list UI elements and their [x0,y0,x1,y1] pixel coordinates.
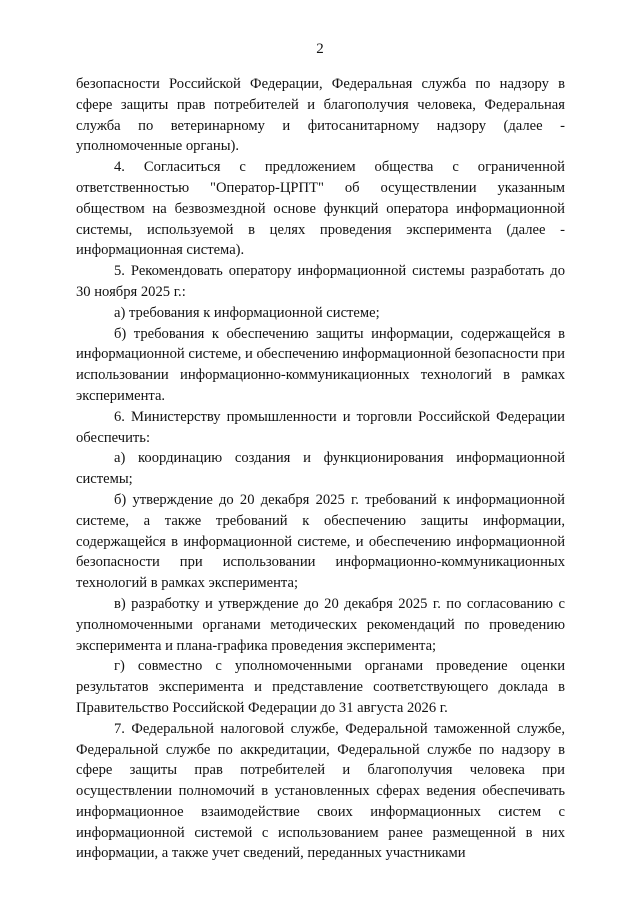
page-number: 2 [316,41,324,57]
paragraph-6: 6. Министерству промышленности и торговли Российской Федерации обеспечить: [76,408,565,446]
paragraph-9: в) разработку и утверждение до 20 декабря 2025 г. по согласованию с уполномоченными органами методических рекомендаций по проведению эксперимента и плана-графика проведения эксперимента; [76,595,565,654]
paragraph-10: г) совместно с уполномоченными органами проведение оценки результатов эксперимента и представление соответствующего доклада в Правительство Российской Федерации до 31 августа 2026 г. [76,658,565,716]
paragraph-7: а) координацию создания и функционирования информационной системы; [76,450,565,488]
paragraph-11: 7. Федеральной налоговой службе, Федеральной таможенной службе, Федеральной службе по аккредитации, Федеральной службе по надзору в сфере защиты прав потребителей и благополучия человека при осуществлении полномочий в установленных сферах ведения обеспечивать информационное взаимодействие своих информационных систем с информационной системой с использованием ранее размещенной в них информации, а также учет сведений, переданных участниками [76,720,565,862]
paragraph-8: б) утверждение до 20 декабря 2025 г. требований к информационной системе, а также требований к обеспечению защиты информации, содержащейся в информационной системе, и обеспечению информационной безопасности при использовании информационно-коммуникационных технологий в рамках эксперимента; [76,491,565,592]
paragraph-2: 4. Согласиться с предложением общества с ограниченной ответственностью "Оператор-ЦРПТ" об осуществлении указанным обществом на безвозмездной основе функций оператора информационной системы, используемой в целях проведения эксперимента (далее - информационная система). [76,159,565,259]
paragraph-1: безопасности Российской Федерации, Федеральная служба по надзору в сфере защиты прав потребителей и благополучия человека, Федеральная служба по ветеринарному и фитосанитарному надзору (далее - уполномоченные органы). [76,76,565,155]
paragraph-4: а) требования к информационной системе; [114,304,380,321]
paragraph-5: б) требования к обеспечению защиты информации, содержащейся в информационной системе, и обеспечению информационной безопасности при использовании информационно-коммуникационных технологий в рамках эксперимента. [76,325,565,404]
paragraph-3: 5. Рекомендовать оператору информационной системы разработать до 30 ноября 2025 г.: [76,263,565,300]
document-body [76,74,565,864]
